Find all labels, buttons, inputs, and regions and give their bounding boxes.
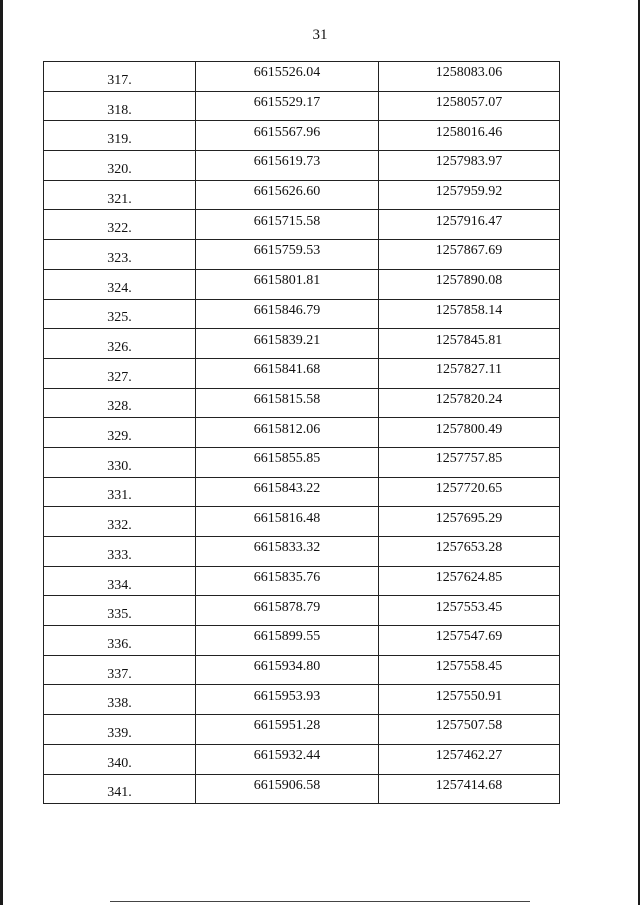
x-coordinate-cell: 6615951.28 bbox=[196, 715, 379, 745]
table-row bbox=[44, 151, 560, 181]
x-coordinate-cell: 6615878.79 bbox=[196, 596, 379, 626]
table-row bbox=[44, 537, 560, 567]
table-row bbox=[44, 447, 560, 477]
point-number-cell: 318. bbox=[44, 91, 196, 121]
table-row bbox=[44, 507, 560, 537]
point-number-cell: 325. bbox=[44, 299, 196, 329]
y-coordinate-cell: 1257624.85 bbox=[379, 566, 560, 596]
point-number-cell: 326. bbox=[44, 329, 196, 359]
x-coordinate-cell: 6615526.04 bbox=[196, 62, 379, 92]
x-coordinate-cell: 6615839.21 bbox=[196, 329, 379, 359]
point-number-cell: 334. bbox=[44, 566, 196, 596]
table-row bbox=[44, 655, 560, 685]
y-coordinate-cell: 1257757.85 bbox=[379, 447, 560, 477]
table-row bbox=[44, 685, 560, 715]
x-coordinate-cell: 6615815.58 bbox=[196, 388, 379, 418]
table-row bbox=[44, 774, 560, 804]
x-coordinate-cell: 6615841.68 bbox=[196, 358, 379, 388]
table-row bbox=[44, 566, 560, 596]
table-row bbox=[44, 418, 560, 448]
point-number-cell: 329. bbox=[44, 418, 196, 448]
table-row bbox=[44, 715, 560, 745]
table-row bbox=[44, 596, 560, 626]
x-coordinate-cell: 6615843.22 bbox=[196, 477, 379, 507]
y-coordinate-cell: 1257867.69 bbox=[379, 240, 560, 270]
point-number-cell: 333. bbox=[44, 537, 196, 567]
bottom-rule bbox=[110, 901, 530, 902]
y-coordinate-cell: 1257890.08 bbox=[379, 269, 560, 299]
point-number-cell: 322. bbox=[44, 210, 196, 240]
y-coordinate-cell: 1257653.28 bbox=[379, 537, 560, 567]
point-number-cell: 332. bbox=[44, 507, 196, 537]
point-number-cell: 321. bbox=[44, 180, 196, 210]
point-number-cell: 323. bbox=[44, 240, 196, 270]
table-row bbox=[44, 358, 560, 388]
y-coordinate-cell: 1257983.97 bbox=[379, 151, 560, 181]
point-number-cell: 324. bbox=[44, 269, 196, 299]
y-coordinate-cell: 1257558.45 bbox=[379, 655, 560, 685]
point-number-cell: 340. bbox=[44, 744, 196, 774]
table-row bbox=[44, 477, 560, 507]
x-coordinate-cell: 6615812.06 bbox=[196, 418, 379, 448]
y-coordinate-cell: 1257507.58 bbox=[379, 715, 560, 745]
y-coordinate-cell: 1257547.69 bbox=[379, 626, 560, 656]
x-coordinate-cell: 6615626.60 bbox=[196, 180, 379, 210]
y-coordinate-cell: 1257550.91 bbox=[379, 685, 560, 715]
y-coordinate-cell: 1258016.46 bbox=[379, 121, 560, 151]
x-coordinate-cell: 6615835.76 bbox=[196, 566, 379, 596]
table-row bbox=[44, 62, 560, 92]
page-edge-left bbox=[0, 0, 3, 905]
x-coordinate-cell: 6615816.48 bbox=[196, 507, 379, 537]
table-row bbox=[44, 744, 560, 774]
table-row bbox=[44, 91, 560, 121]
coordinates-table-body bbox=[44, 62, 560, 804]
point-number-cell: 341. bbox=[44, 774, 196, 804]
x-coordinate-cell: 6615619.73 bbox=[196, 151, 379, 181]
y-coordinate-cell: 1257553.45 bbox=[379, 596, 560, 626]
point-number-cell: 328. bbox=[44, 388, 196, 418]
coordinates-table bbox=[43, 61, 560, 804]
page-number: 31 bbox=[312, 27, 328, 43]
point-number-cell: 339. bbox=[44, 715, 196, 745]
point-number-cell: 331. bbox=[44, 477, 196, 507]
x-coordinate-cell: 6615715.58 bbox=[196, 210, 379, 240]
y-coordinate-cell: 1257695.29 bbox=[379, 507, 560, 537]
x-coordinate-cell: 6615932.44 bbox=[196, 744, 379, 774]
y-coordinate-cell: 1257959.92 bbox=[379, 180, 560, 210]
x-coordinate-cell: 6615833.32 bbox=[196, 537, 379, 567]
point-number-cell: 335. bbox=[44, 596, 196, 626]
point-number-cell: 327. bbox=[44, 358, 196, 388]
x-coordinate-cell: 6615759.53 bbox=[196, 240, 379, 270]
table-row bbox=[44, 269, 560, 299]
point-number-cell: 320. bbox=[44, 151, 196, 181]
x-coordinate-cell: 6615846.79 bbox=[196, 299, 379, 329]
x-coordinate-cell: 6615855.85 bbox=[196, 447, 379, 477]
point-number-cell: 338. bbox=[44, 685, 196, 715]
y-coordinate-cell: 1257845.81 bbox=[379, 329, 560, 359]
point-number-cell: 337. bbox=[44, 655, 196, 685]
table-row bbox=[44, 240, 560, 270]
y-coordinate-cell: 1257858.14 bbox=[379, 299, 560, 329]
point-number-cell: 336. bbox=[44, 626, 196, 656]
y-coordinate-cell: 1257414.68 bbox=[379, 774, 560, 804]
x-coordinate-cell: 6615906.58 bbox=[196, 774, 379, 804]
table-row bbox=[44, 180, 560, 210]
y-coordinate-cell: 1257720.65 bbox=[379, 477, 560, 507]
x-coordinate-cell: 6615567.96 bbox=[196, 121, 379, 151]
x-coordinate-cell: 6615934.80 bbox=[196, 655, 379, 685]
table-row bbox=[44, 388, 560, 418]
y-coordinate-cell: 1258083.06 bbox=[379, 62, 560, 92]
y-coordinate-cell: 1257916.47 bbox=[379, 210, 560, 240]
table-row bbox=[44, 121, 560, 151]
x-coordinate-cell: 6615529.17 bbox=[196, 91, 379, 121]
y-coordinate-cell: 1257820.24 bbox=[379, 388, 560, 418]
table-row bbox=[44, 626, 560, 656]
y-coordinate-cell: 1257800.49 bbox=[379, 418, 560, 448]
point-number-cell: 319. bbox=[44, 121, 196, 151]
y-coordinate-cell: 1258057.07 bbox=[379, 91, 560, 121]
x-coordinate-cell: 6615953.93 bbox=[196, 685, 379, 715]
point-number-cell: 330. bbox=[44, 447, 196, 477]
table-row bbox=[44, 299, 560, 329]
table-row bbox=[44, 210, 560, 240]
table-row bbox=[44, 329, 560, 359]
x-coordinate-cell: 6615899.55 bbox=[196, 626, 379, 656]
x-coordinate-cell: 6615801.81 bbox=[196, 269, 379, 299]
y-coordinate-cell: 1257462.27 bbox=[379, 744, 560, 774]
y-coordinate-cell: 1257827.11 bbox=[379, 358, 560, 388]
point-number-cell: 317. bbox=[44, 62, 196, 92]
